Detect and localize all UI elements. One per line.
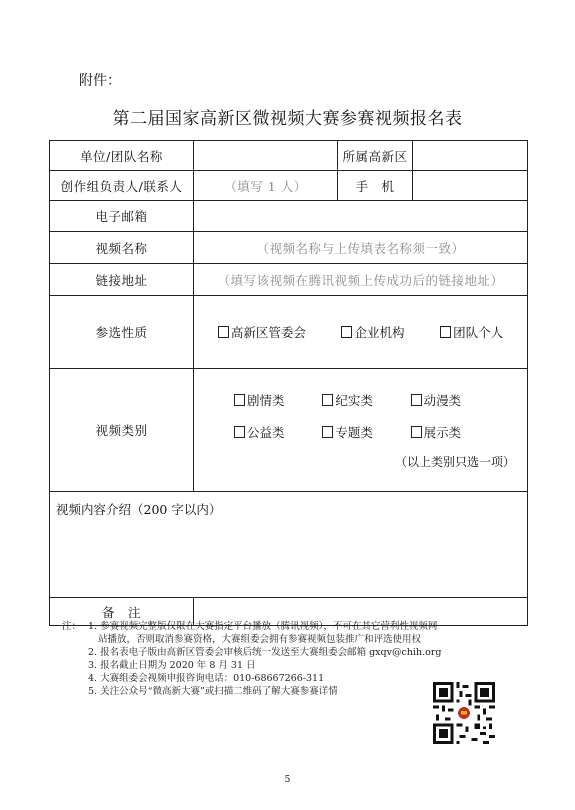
high-tech-zone-field[interactable] <box>413 141 528 171</box>
page-number: 5 <box>284 775 291 785</box>
nature-options-cell <box>194 296 528 369</box>
category-option-special-topic[interactable] <box>322 423 410 441</box>
note-item-1: 1. 参赛视频完整版仅限在大赛指定平台播放（腾讯视频），不可在其它营利性视频网 <box>88 621 438 632</box>
qr-code-icon <box>433 682 495 744</box>
unit-row <box>50 141 528 171</box>
category-option-documentary[interactable] <box>322 391 410 409</box>
category-row <box>50 369 528 492</box>
category-option-drama[interactable] <box>234 391 322 409</box>
high-tech-zone-label: 所属高新区 <box>338 141 413 171</box>
category-option-label: 公益类 <box>247 424 285 440</box>
nature-option-label: 高新区管委会 <box>230 325 306 340</box>
form-title: 第二届国家高新区微视频大赛参赛视频报名表 <box>112 109 463 129</box>
nature-option-enterprise[interactable] <box>341 323 404 341</box>
checkbox-icon[interactable] <box>218 326 229 338</box>
checkbox-icon[interactable] <box>411 394 422 406</box>
intro-row <box>50 492 528 598</box>
leader-label: 创作组负责人/联系人 <box>50 171 194 201</box>
nature-option-team[interactable] <box>440 323 503 341</box>
email-field[interactable] <box>194 201 528 232</box>
video-name-label: 视频名称 <box>50 232 194 264</box>
checkbox-icon[interactable] <box>341 326 352 338</box>
checkbox-icon[interactable] <box>234 426 245 438</box>
checkbox-icon[interactable] <box>440 326 451 338</box>
intro-field[interactable] <box>50 492 528 598</box>
intro-label: 视频内容介绍（200 字以内） <box>56 502 222 517</box>
link-row <box>50 264 528 296</box>
remarks-label: 备 注 <box>50 598 194 626</box>
email-row <box>50 201 528 232</box>
category-note: （以上类别只选一项） <box>394 454 515 469</box>
nature-label: 参选性质 <box>50 296 194 369</box>
note-item-1-cont: 站播放，否则取消参赛资格，大赛组委会拥有参赛视频包装推广和评选使用权 <box>98 634 422 645</box>
checkbox-icon[interactable] <box>322 394 333 406</box>
checkbox-icon[interactable] <box>411 426 422 438</box>
registration-form-table <box>49 140 528 626</box>
unit-name-label: 单位/团队名称 <box>50 141 194 171</box>
unit-name-field[interactable] <box>194 141 338 171</box>
category-option-label: 动漫类 <box>423 392 462 408</box>
phone-label: 手 机 <box>338 171 413 201</box>
category-option-label: 纪实类 <box>335 392 373 408</box>
link-field[interactable]: （填写该视频在腾讯视频上传成功后的链接地址） <box>194 264 528 296</box>
notes-prefix: 注： <box>62 621 82 632</box>
phone-field[interactable] <box>413 171 528 201</box>
nature-option-label: 团队个人 <box>453 325 504 340</box>
note-item-5: 5. 关注公众号“微高新大赛”或扫描二维码了解大赛参赛详情 <box>88 686 338 697</box>
checkbox-icon[interactable] <box>234 394 245 406</box>
video-name-field[interactable]: （视频名称与上传填表名称须一致） <box>194 232 528 264</box>
video-name-row <box>50 232 528 264</box>
category-label: 视频类别 <box>50 369 194 492</box>
category-options-cell <box>194 369 528 492</box>
attachment-label: 附件： <box>79 73 121 89</box>
leader-row <box>50 171 528 201</box>
note-item-4: 4. 大赛组委会视频申报咨询电话：010-68667266-311 <box>88 673 325 684</box>
note-item-3: 3. 报名截止日期为 2020 年 8 月 31 日 <box>88 660 256 671</box>
category-option-label: 专题类 <box>335 424 373 440</box>
nature-row <box>50 296 528 369</box>
checkbox-icon[interactable] <box>322 426 333 438</box>
leader-field[interactable]: （填写 1 人） <box>194 171 338 201</box>
link-label: 链接地址 <box>50 264 194 296</box>
note-item-2: 2. 报名表电子版由高新区管委会审核后统一发送至大赛组委会邮箱 gxqv@chih.org <box>88 647 442 658</box>
nature-option-management[interactable] <box>218 323 306 341</box>
email-label: 电子邮箱 <box>50 201 194 232</box>
category-option-public-welfare[interactable] <box>234 423 322 441</box>
nature-option-label: 企业机构 <box>354 325 405 340</box>
category-option-label: 展示类 <box>423 424 462 440</box>
category-option-showcase[interactable] <box>411 423 499 441</box>
category-option-label: 剧情类 <box>247 392 285 408</box>
category-option-animation[interactable] <box>411 391 499 409</box>
